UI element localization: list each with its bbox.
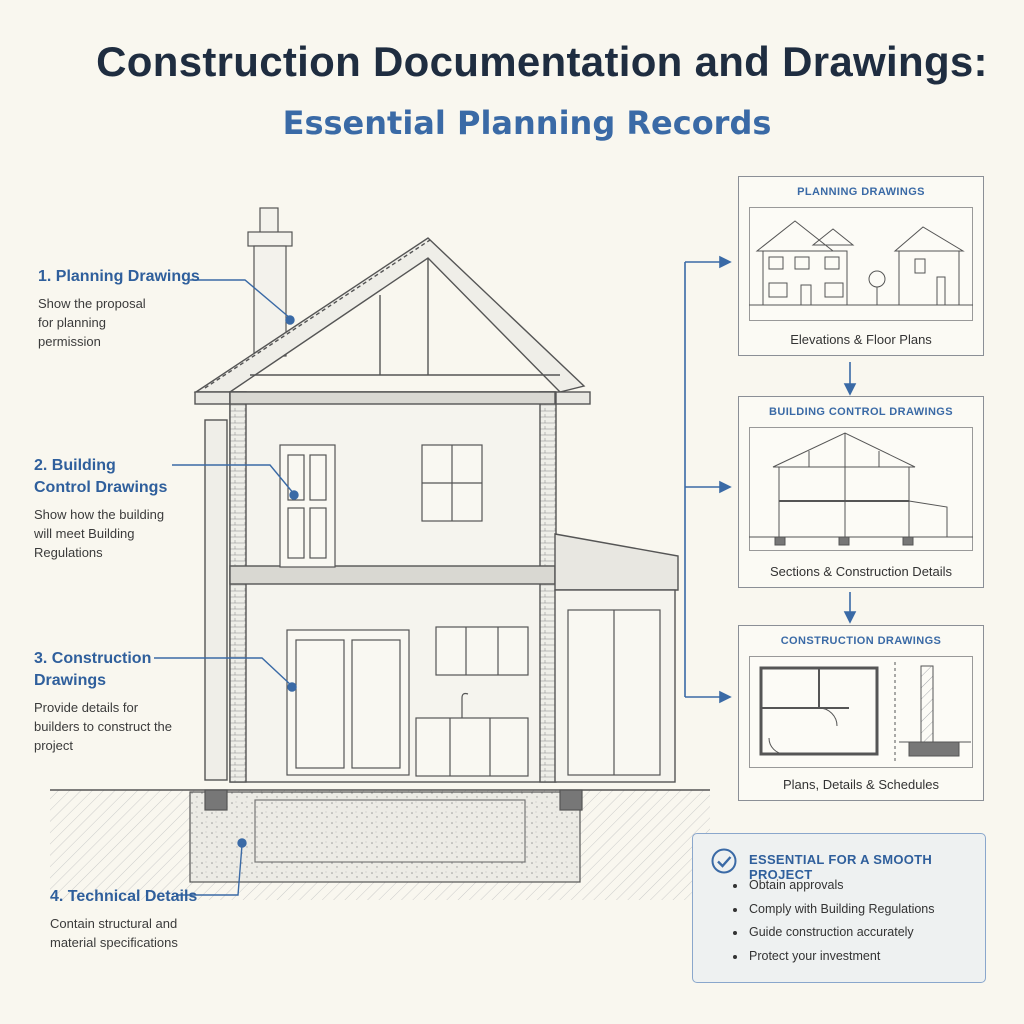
panel-building-control-drawings: [738, 396, 984, 588]
callout-description: Show how the building will meet Building Regulations: [34, 507, 165, 560]
panel-planning-drawings: [738, 176, 984, 356]
callout-technical-details: [50, 886, 235, 952]
list-item: Guide construction accurately: [731, 921, 935, 945]
patio-doors: [287, 630, 409, 775]
panel-caption: Elevations & Floor Plans: [790, 332, 932, 347]
upper-door: [280, 445, 335, 567]
plans-thumbnail: [749, 656, 973, 768]
essential-title: ESSENTIAL FOR A SMOOTH PROJECT: [749, 852, 933, 882]
page-subtitle: Essential Planning Records: [282, 104, 772, 142]
callout-description: Contain structural and material specifications: [50, 916, 178, 950]
list-item: Obtain approvals: [731, 874, 935, 898]
callout-title: 1. Planning Drawings: [38, 268, 200, 285]
panel-caption: Plans, Details & Schedules: [782, 777, 940, 792]
essential-box: [692, 833, 986, 983]
panel-construction-drawings: [738, 625, 984, 801]
sections-thumbnail: [749, 427, 973, 551]
callout-description: Provide details for builders to construct the project: [34, 700, 173, 753]
panel-title: BUILDING CONTROL DRAWINGS: [769, 406, 953, 418]
list-item: Protect your investment: [731, 945, 935, 969]
essential-list: [731, 874, 935, 968]
callout-description: Show the proposal for planning permission: [38, 296, 146, 349]
callout-title: 4. Technical Details: [50, 888, 198, 905]
upper-window: [422, 445, 482, 521]
foundation: [190, 790, 582, 882]
callout-title: 2. Building Control Drawings: [34, 457, 168, 496]
callout-building-control-drawings: [34, 455, 219, 562]
checkmark-icon: [711, 848, 737, 874]
extension-doors: [568, 610, 660, 775]
page-title: Construction Documentation and Drawings:: [96, 38, 988, 85]
elevations-thumbnail: [749, 207, 973, 321]
callout-planning-drawings: [38, 266, 223, 351]
panel-title: CONSTRUCTION DRAWINGS: [780, 635, 942, 647]
panel-caption: Sections & Construction Details: [769, 564, 953, 579]
callout-construction-drawings: [34, 648, 219, 755]
panel-title: PLANNING DRAWINGS: [797, 186, 925, 198]
callout-title: 3. Construction Drawings: [34, 650, 152, 689]
list-item: Comply with Building Regulations: [731, 898, 935, 922]
